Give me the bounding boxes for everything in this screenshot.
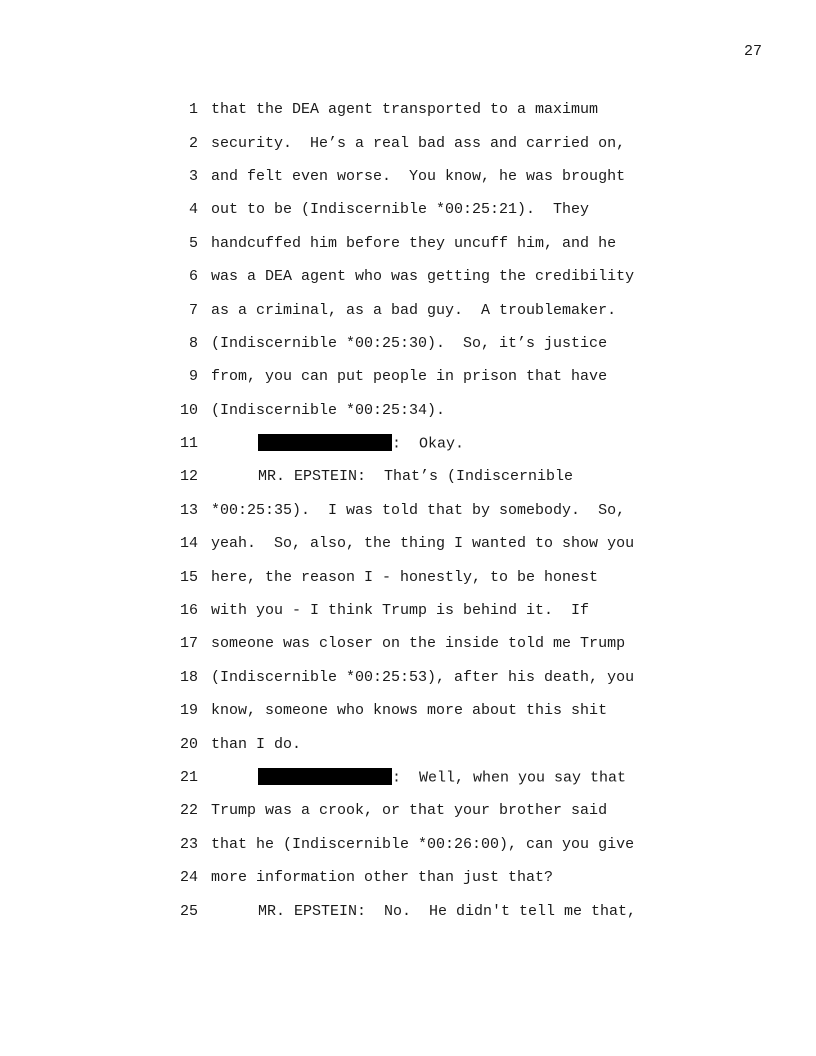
line-number: 14	[179, 535, 198, 553]
line-number: 16	[179, 602, 198, 620]
line-number: 10	[179, 401, 198, 419]
line-text-speaker	[211, 435, 464, 452]
line-text: with you - I think Trump is behind it. If	[211, 602, 590, 620]
transcript-line	[176, 527, 776, 560]
transcript-line	[176, 160, 776, 193]
transcript-line	[176, 293, 776, 326]
line-number: 20	[179, 735, 198, 753]
line-text: that he (Indiscernible *00:26:00), can you give	[211, 835, 635, 853]
transcript-line	[176, 126, 776, 159]
transcript-line	[176, 894, 776, 927]
line-text: than I do.	[211, 735, 302, 753]
line-number: 11	[179, 435, 198, 453]
line-text: someone was closer on the inside told me Trump	[211, 635, 626, 653]
transcript-line	[176, 694, 776, 727]
transcript-body	[176, 93, 776, 928]
line-number: 21	[179, 769, 198, 786]
line-number: 2	[188, 134, 198, 152]
line-text-speaker	[211, 903, 636, 920]
line-text: security. He’s a real bad ass and carried on,	[211, 134, 626, 152]
transcript-line	[176, 327, 776, 360]
transcript-line	[176, 560, 776, 593]
redaction-bar	[258, 434, 392, 451]
transcript-line	[176, 861, 776, 894]
line-number: 12	[179, 468, 198, 486]
line-number: 18	[179, 668, 198, 686]
line-text: know, someone who knows more about this shit	[211, 702, 608, 720]
transcript-line	[176, 761, 776, 794]
transcript-line	[176, 727, 776, 760]
line-text: as a criminal, as a bad guy. A troublemaker.	[211, 301, 617, 319]
transcript-line	[176, 594, 776, 627]
line-text-speaker	[211, 468, 573, 485]
line-text: Trump was a crook, or that your brother said	[211, 802, 608, 820]
transcript-line	[176, 460, 776, 493]
line-number: 25	[179, 902, 198, 920]
transcript-line	[176, 260, 776, 293]
line-text: MR. EPSTEIN: No. He didn't tell me that,	[258, 902, 637, 920]
line-number: 13	[179, 501, 198, 519]
line-text: (Indiscernible *00:25:34).	[211, 401, 446, 419]
transcript-line	[176, 227, 776, 260]
transcript-line	[176, 193, 776, 226]
line-text: that the DEA agent transported to a maximum	[211, 101, 599, 119]
line-number: 17	[179, 635, 198, 653]
transcript-line	[176, 360, 776, 393]
transcript-line	[176, 427, 776, 460]
line-text: more information other than just that?	[211, 869, 554, 887]
line-number: 19	[179, 702, 198, 720]
line-number: 8	[188, 334, 198, 352]
line-text: was a DEA agent who was getting the credibility	[211, 268, 635, 286]
line-text: (Indiscernible *00:25:53), after his death, you	[211, 668, 635, 686]
line-text: : Okay.	[392, 435, 465, 453]
line-text-speaker	[211, 769, 626, 786]
transcript-line	[176, 661, 776, 694]
line-text: (Indiscernible *00:25:30). So, it’s justice	[211, 334, 608, 352]
page-number: 27	[744, 43, 763, 60]
line-text: *00:25:35). I was told that by somebody. So,	[211, 501, 626, 519]
line-text: handcuffed him before they uncuff him, and he	[211, 234, 617, 252]
transcript-line	[176, 794, 776, 827]
line-number: 24	[179, 869, 198, 887]
line-text: : Well, when you say that	[392, 769, 627, 787]
transcript-line	[176, 627, 776, 660]
transcript-line	[176, 394, 776, 427]
transcript-line	[176, 494, 776, 527]
line-number: 7	[188, 301, 198, 319]
line-text: yeah. So, also, the thing I wanted to show you	[211, 535, 635, 553]
line-number: 22	[179, 802, 198, 820]
line-number: 4	[188, 201, 198, 219]
line-number: 5	[188, 234, 198, 252]
line-number: 1	[188, 101, 198, 119]
line-number: 23	[179, 835, 198, 853]
line-number: 15	[179, 568, 198, 586]
line-number: 6	[188, 268, 198, 286]
redaction-bar	[258, 768, 392, 785]
line-number: 9	[188, 368, 198, 386]
transcript-line	[176, 93, 776, 126]
line-text: here, the reason I - honestly, to be honest	[211, 568, 599, 586]
transcript-line	[176, 828, 776, 861]
line-number: 3	[188, 167, 198, 185]
line-text: from, you can put people in prison that have	[211, 368, 608, 386]
line-text: out to be (Indiscernible *00:25:21). They	[211, 201, 590, 219]
line-text: and felt even worse. You know, he was brought	[211, 167, 626, 185]
line-text: MR. EPSTEIN: That’s (Indiscernible	[258, 468, 574, 486]
